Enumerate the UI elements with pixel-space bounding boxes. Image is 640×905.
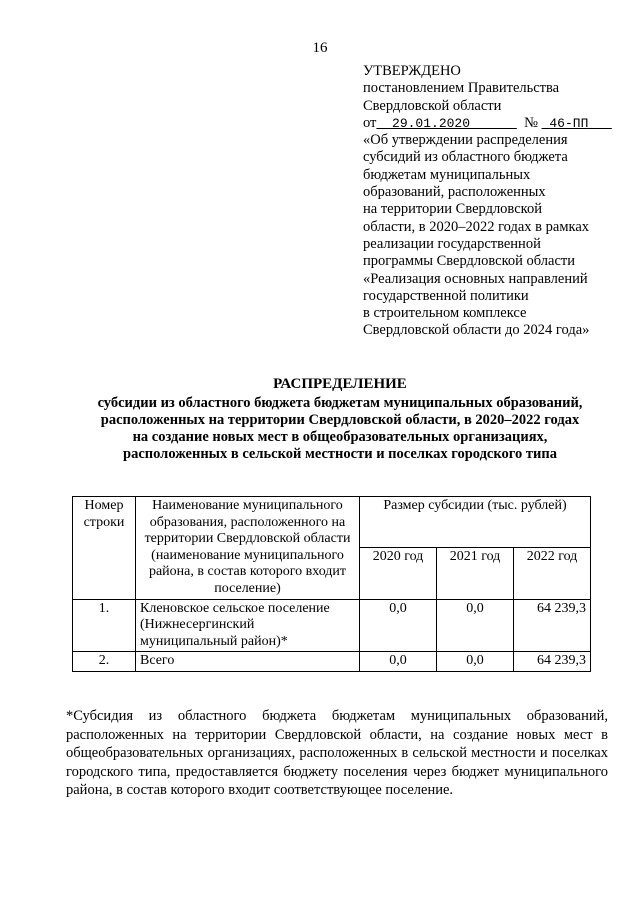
heading-line: субсидии из областного бюджета бюджетам муниципальных образований, (97, 395, 583, 411)
approval-description-line: субсидий из областного бюджета (363, 149, 568, 166)
approval-date: 29.01.2020 (392, 115, 471, 131)
number-prefix: № (524, 114, 538, 131)
cell-amount-2022: 64 239,3 (514, 652, 591, 672)
approval-description-line: «Реализация основных направлений (363, 270, 588, 287)
cell-municipality-name: Всего (136, 652, 360, 672)
page-number: 16 (312, 40, 328, 56)
table-row (73, 599, 591, 652)
approval-description-line: «Об утверждении распределения (363, 132, 568, 149)
header-year: 2021 год (437, 548, 514, 599)
header-year: 2020 год (360, 548, 437, 599)
approval-description-line: Свердловской области до 2024 года» (363, 322, 590, 339)
cell-amount-2020: 0,0 (360, 652, 437, 672)
heading-line: расположенных в сельской местности и поселках городского типа (123, 446, 557, 462)
document-heading (40, 376, 640, 463)
table-row (73, 652, 591, 672)
approval-block (363, 63, 633, 340)
cell-amount-2020: 0,0 (360, 599, 437, 652)
date-prefix: от (363, 114, 377, 131)
approval-description-line: программы Свердловской области (363, 253, 576, 270)
approval-date-line (363, 115, 633, 132)
cell-row-number: 1. (73, 599, 136, 652)
heading-title: РАСПРЕДЕЛЕНИЕ (273, 376, 407, 392)
approval-line: постановлением Правительства (363, 80, 560, 97)
heading-line: на создание новых мест в общеобразовательных организациях, (132, 429, 548, 445)
approval-description-line: бюджетам муниципальных (363, 166, 531, 183)
cell-amount-2022: 64 239,3 (514, 599, 591, 652)
approval-description-line: области, в 2020–2022 годах в рамках (363, 218, 590, 235)
header-subsidy-amount: Размер субсидии (тыс. рублей) (360, 497, 591, 548)
approval-number: 46-ПП (549, 115, 589, 131)
footnote: *Субсидия из областного бюджета бюджетам муниципальных образований, расположенных на территории Свердловской области, на создание новых мест в общеобразовательных организациях, расположенных в сельской местности и поселках городского типа, предоставляется бюджету поселения через бюджет муниципального района, в состав которого входит соответствующее поселение. (66, 708, 608, 799)
approval-line: Свердловской области (363, 97, 502, 114)
cell-municipality-name: Кленовское сельское поселение (Нижнесергинский муниципальный район)* (136, 599, 360, 652)
cell-amount-2021: 0,0 (437, 599, 514, 652)
approval-title: УТВЕРЖДЕНО (363, 63, 461, 79)
header-municipality-name: Наименование муниципального образования, расположенного на территории Свердловской области (наименование муниципального района, в состав которого входит поселение) (136, 497, 360, 600)
subsidy-table (72, 496, 591, 672)
approval-description-line: государственной политики (363, 287, 529, 304)
table-header-row (73, 497, 591, 548)
cell-row-number: 2. (73, 652, 136, 672)
cell-amount-2021: 0,0 (437, 652, 514, 672)
approval-description-line: реализации государственной (363, 235, 541, 252)
heading-line: расположенных на территории Свердловской области, в 2020–2022 годах (100, 412, 580, 428)
header-year: 2022 год (514, 548, 591, 599)
approval-description-line: на территории Свердловской (363, 201, 542, 218)
approval-description-line: в строительном комплексе (363, 305, 527, 322)
header-row-number: Номер строки (73, 497, 136, 600)
approval-description-line: образований, расположенных (363, 184, 546, 201)
